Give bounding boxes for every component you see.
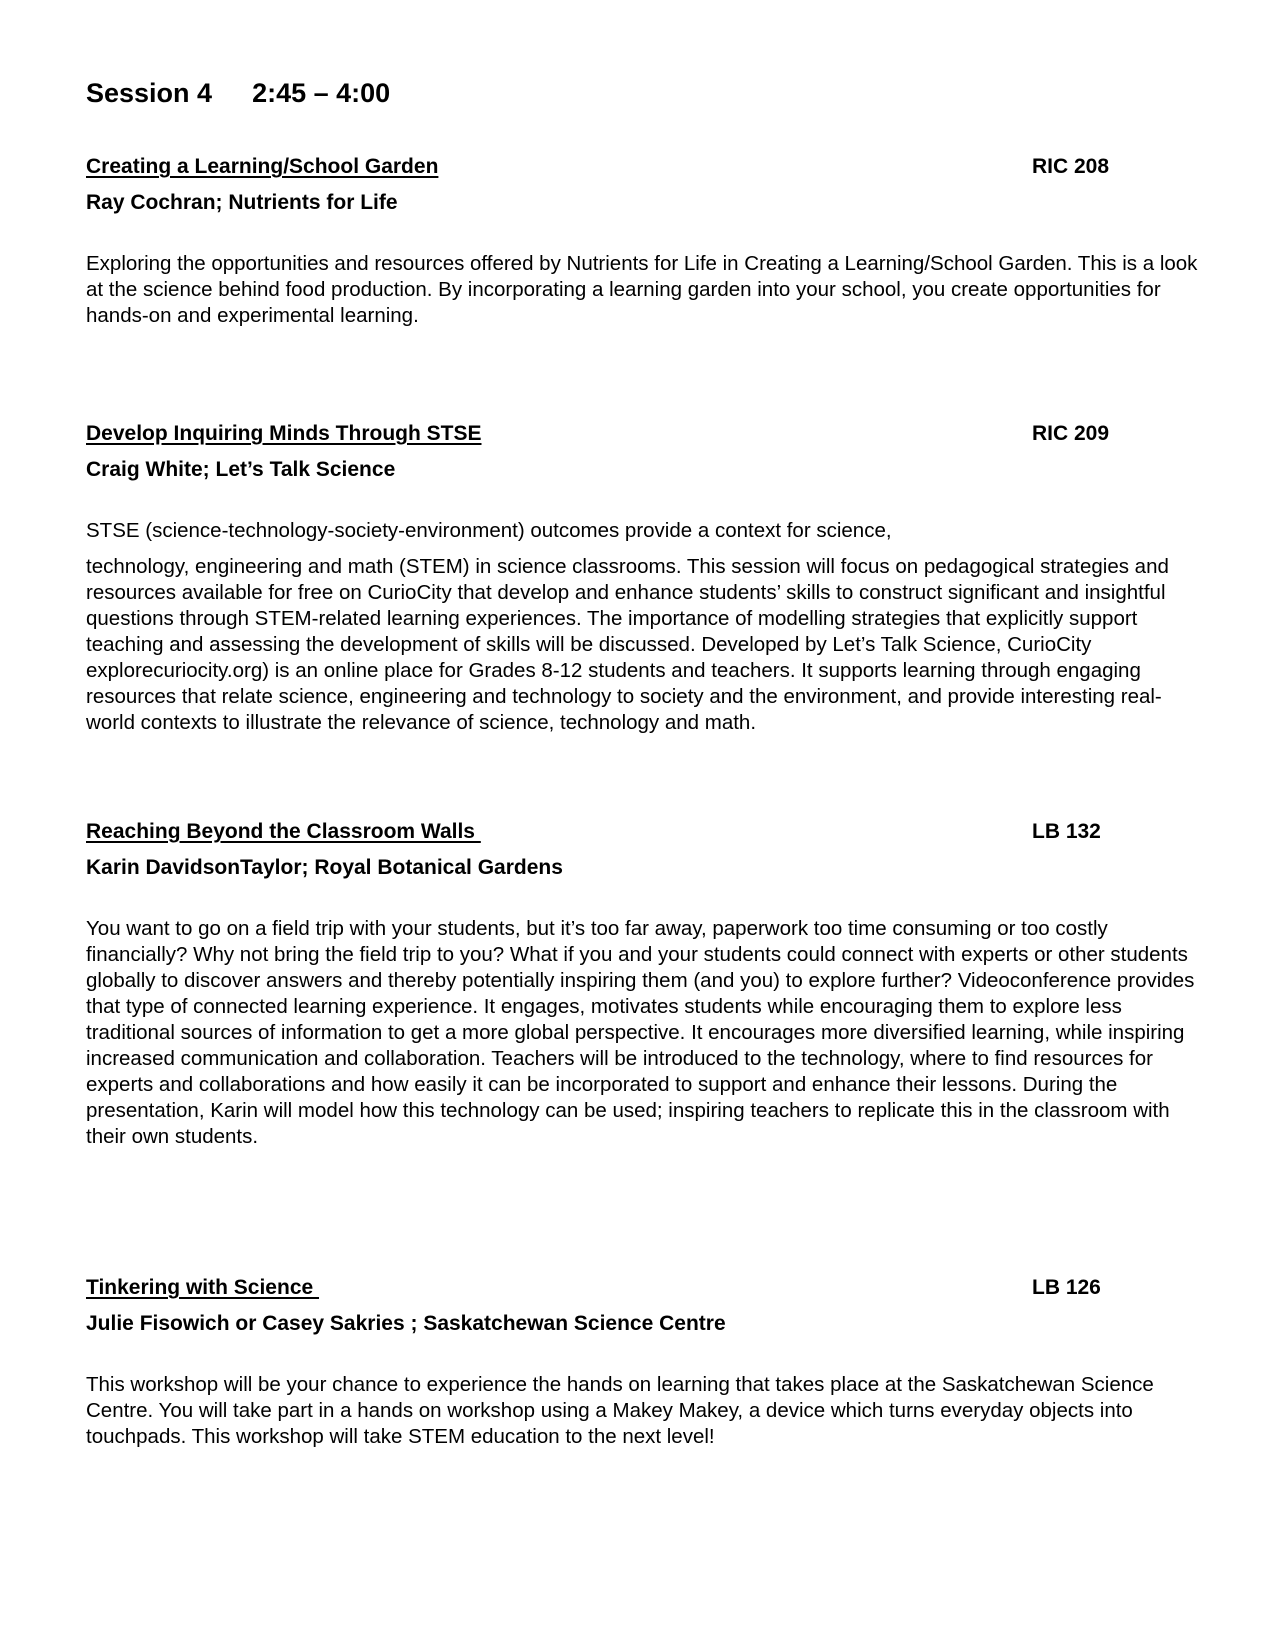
workshop-title: Develop Inquiring Minds Through STSE (86, 422, 482, 445)
workshop-description: Exploring the opportunities and resources offered by Nutrients for Life in Creating a Learning/School Garden. This is a look at the science behind food production. By incorporating a learning garden into your school, you create opportunities for hands-on and experimental learning. (86, 252, 1198, 327)
workshop-room: RIC 209 (1032, 422, 1110, 445)
workshop-presenter: Julie Fisowich or Casey Sakries ; Saskatchewan Science Centre (86, 1312, 726, 1335)
workshop-presenter: Ray Cochran; Nutrients for Life (86, 191, 398, 214)
workshop-description-first-line: STSE (science-technology-society-environment) outcomes provide a context for science, (86, 519, 892, 542)
session-time: 2:45 – 4:00 (252, 78, 391, 108)
workshop-room: LB 132 (1032, 820, 1101, 843)
workshop-develop-inquiring-minds (86, 422, 1206, 736)
workshop-description: You want to go on a field trip with your students, but it’s too far away, paperwork too time consuming or too costly financially? Why not bring the field trip to you? What if you and your students could connect with experts or other students globally to discover answers and thereby potentially inspiring them (and you) to explore further? Videoconference provides that type of connected learning experience. It engages, motivates students while encouraging them to explore less traditional sources of information to get a more global perspective. It encourages more diversified learning, while inspiring increased communication and collaboration. Teachers will be introduced to the technology, where to find resources for experts and collaborations and how easily it can be incorporated to support and enhance their lessons. During the presentation, Karin will model how this technology can be used; inspiring teachers to replicate this in the classroom with their own students. (86, 917, 1195, 1148)
workshop-description: technology, engineering and math (STEM) in science classrooms. This session will focus on pedagogical strategies and resources available for free on CurioCity that develop and enhance students’ skills to construct significant and insightful questions through STEM-related learning experiences. The importance of modelling strategies that explicitly support teaching and assessing the development of skills will be discussed. Developed by Let’s Talk Science, CurioCity explorecuriocity.org) is an online place for Grades 8-12 students and teachers. It supports learning through engaging resources that relate science, engineering and technology to society and the environment, and provide interesting real-world contexts to illustrate the relevance of science, technology and math. (86, 555, 1169, 734)
session-header (86, 78, 390, 109)
workshop-title: Tinkering with Science (86, 1276, 320, 1299)
workshop-room: LB 126 (1032, 1276, 1101, 1299)
workshop-tinkering-with-science (86, 1276, 1206, 1450)
workshop-presenter: Karin DavidsonTaylor; Royal Botanical Gardens (86, 856, 563, 879)
workshop-presenter: Craig White; Let’s Talk Science (86, 458, 396, 481)
workshop-title-row (86, 820, 1206, 848)
workshop-title-row (86, 422, 1206, 450)
workshop-title: Reaching Beyond the Classroom Walls (86, 820, 481, 843)
session-label: Session 4 (86, 78, 213, 108)
workshop-room: RIC 208 (1032, 155, 1110, 178)
workshop-title-row (86, 155, 1206, 183)
workshop-description: This workshop will be your chance to experience the hands on learning that takes place at the Saskatchewan Science Centre. You will take part in a hands on workshop using a Makey Makey, a device which turns everyday objects into touchpads. This workshop will take STEM education to the next level! (86, 1373, 1154, 1448)
workshop-reaching-beyond-classroom (86, 820, 1206, 1150)
workshop-title-row (86, 1276, 1206, 1304)
workshop-title: Creating a Learning/School Garden (86, 155, 439, 178)
workshop-creating-learning-garden (86, 155, 1206, 329)
